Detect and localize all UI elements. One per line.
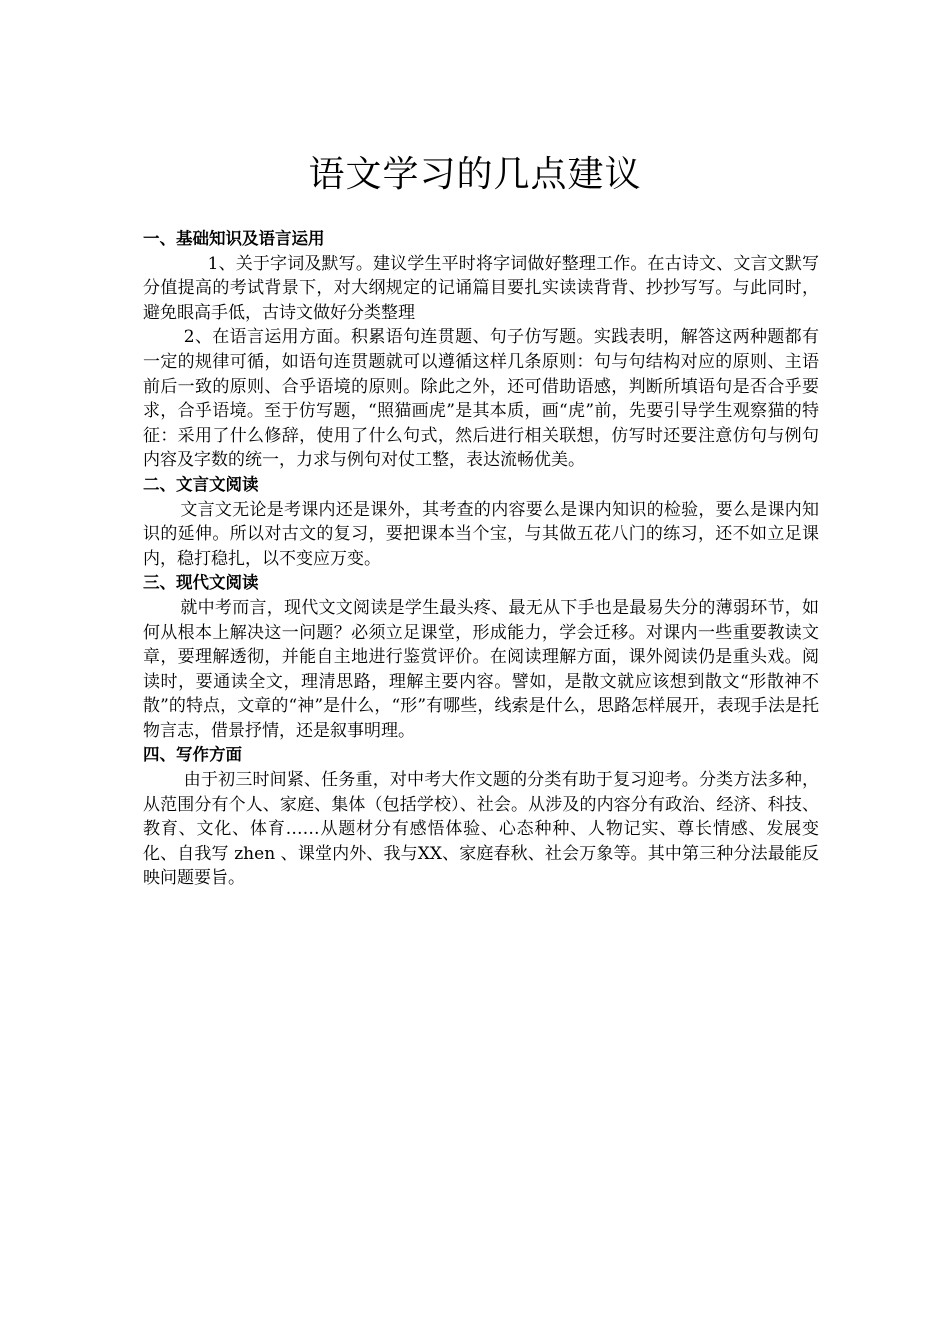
section-heading-writing: 四、写作方面 [143,745,242,765]
document-body [143,227,819,891]
page-title: 语文学习的几点建议 [308,154,642,196]
section-heading-classical-reading: 二、文言文阅读 [143,474,259,494]
paragraph-modern-reading: 就中考而言，现代文文阅读是学生最头疼、最无从下手也是最易失分的薄弱环节，如何从根本上解决这一问题？必须立足课堂，形成能力，学会迁移。对课内一些重要教读文章，要理解透彻，并能自主地进行鉴赏评价。在阅读理解方面，课外阅读仍是重头戏。阅读时，要通读全文，理清思路，理解主要内容。譬如，是散文就应该想到散文“形散神不散”的特点，文章的“神”是什么，“形”有哪些，线索是什么，思路怎样展开，表现手法是托物言志，借景抒情，还是叙事明理。 [143,597,819,741]
paragraph-vocabulary-dictation: 1、关于字词及默写。建议学生平时将字词做好整理工作。在古诗文、文言文默写分值提高的考试背景下，对大纲规定的记诵篇目要扎实读读背背、抄抄写写。与此同时，避免眼高手低，古诗文做好分类整理 [143,253,819,323]
paragraph-classical-reading: 文言文无论是考课内还是课外，其考查的内容要么是课内知识的检验，要么是课内知识的延伸。所以对古文的复习，要把课本当个宝，与其做五花八门的练习，还不如立足课内，稳打稳扎，以不变应万变。 [143,499,819,569]
paragraph-writing: 由于初三时间紧、任务重，对中考大作文题的分类有助于复习迎考。分类方法多种，从范围分有个人、家庭、集体（包括学校）、社会。从涉及的内容分有政治、经济、科技、教育、文化、体育……从题材分有感悟体验、心态种种、人物记实、尊长情感、发展变化、自我写 zhen 、课堂内外、我与XX、家庭春秋、社会万象等。其中第三种分法最能反映问题要旨。 [143,770,819,889]
paragraph-language-use: 2、在语言运用方面。积累语句连贯题、句子仿写题。实践表明，解答这两种题都有一定的规律可循，如语句连贯题就可以遵循这样几条原则：句与句结构对应的原则、主语前后一致的原则、合乎语境的原则。除此之外，还可借助语感，判断所填语句是否合乎要求，合乎语境。至于仿写题，“照猫画虎”是其本质，画“虎”前，先要引导学生观察猫的特征：采用了什么修辞，使用了什么句式，然后进行相关联想，仿写时还要注意仿句与例句内容及字数的统一，力求与例句对仗工整，表达流畅优美。 [143,327,819,471]
section-heading-basics: 一、基础知识及语言运用 [143,229,325,248]
section-heading-modern-reading: 三、现代文阅读 [143,573,259,593]
